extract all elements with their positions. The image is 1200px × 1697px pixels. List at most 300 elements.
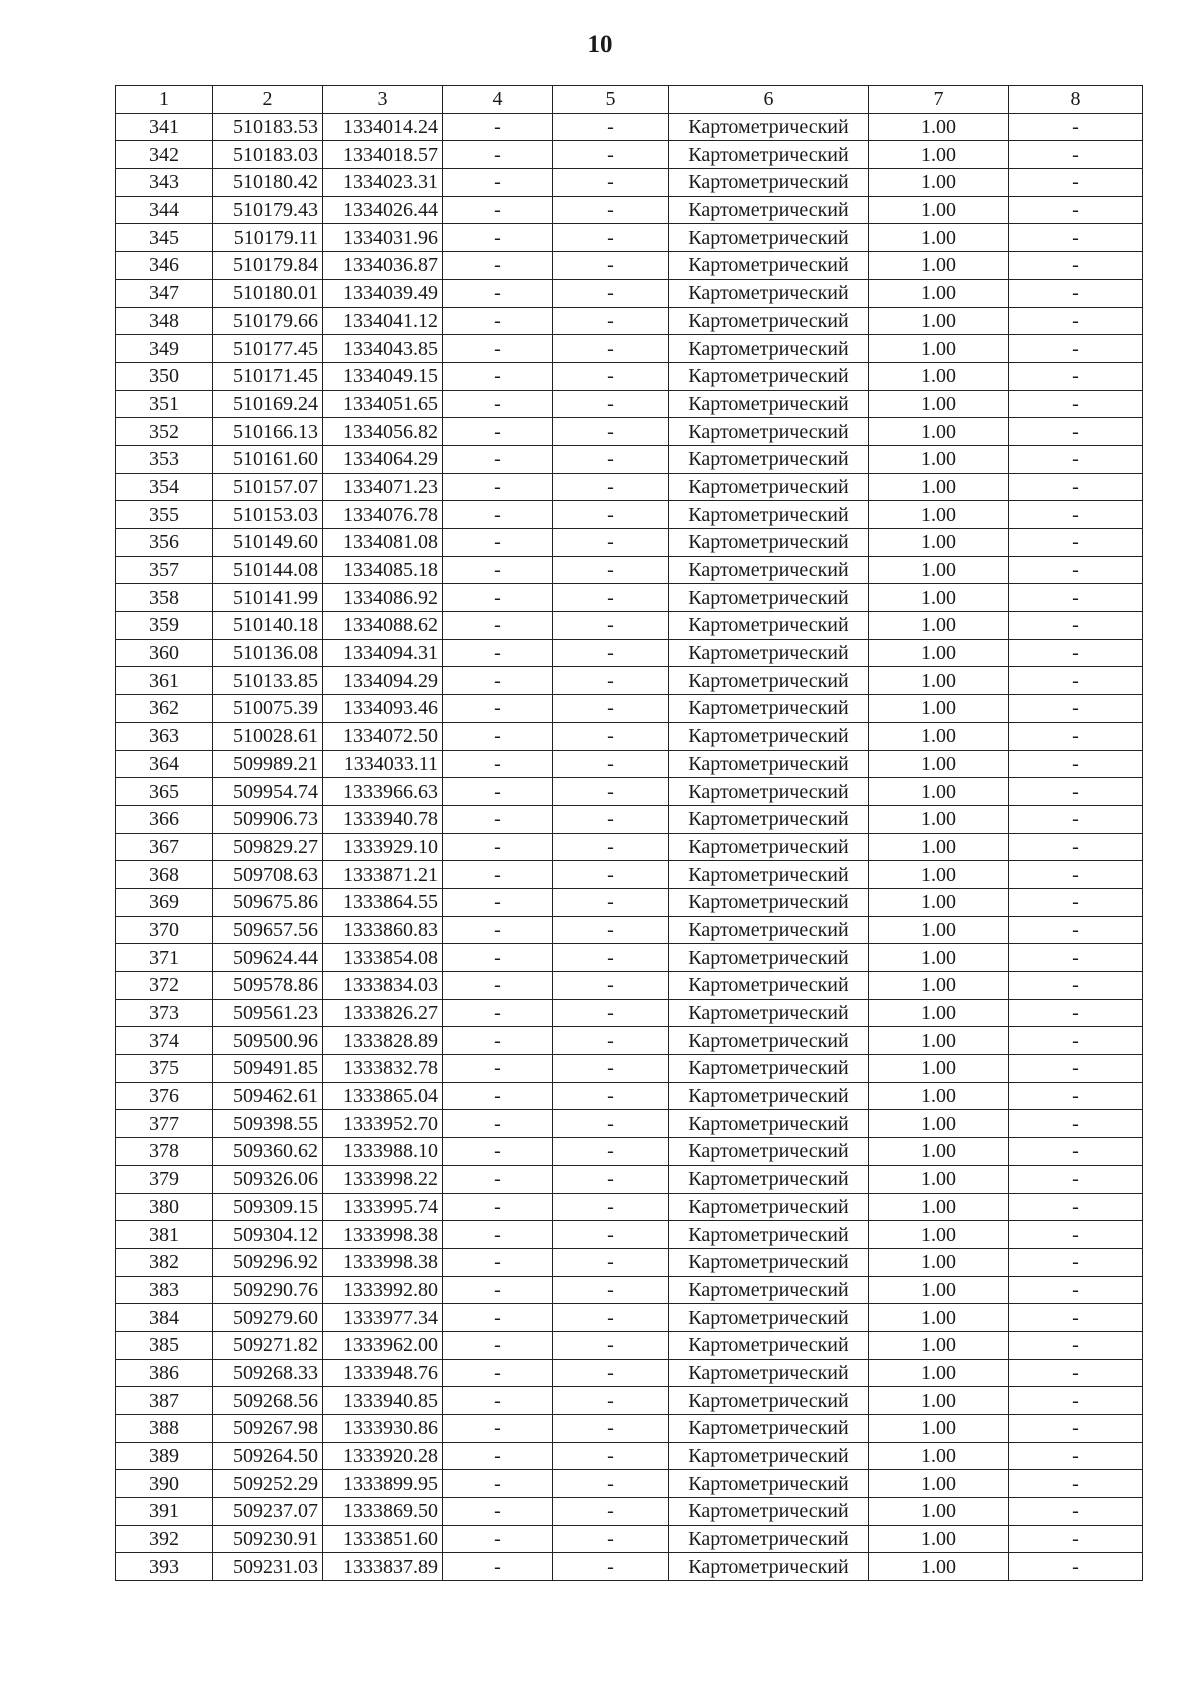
table-header (116, 86, 1143, 114)
column-8-cell: - (1009, 1055, 1143, 1083)
column-8-cell: - (1009, 1082, 1143, 1110)
method-cell: Картометрический (669, 473, 869, 501)
column-5-cell: - (553, 501, 669, 529)
column-4-cell: - (443, 529, 553, 557)
point-number-cell: 343 (116, 169, 213, 197)
y-coordinate-cell: 1333828.89 (323, 1027, 443, 1055)
column-5-cell: - (553, 695, 669, 723)
column-8-cell: - (1009, 1415, 1143, 1443)
column-4-cell: - (443, 1248, 553, 1276)
table-row (116, 667, 1143, 695)
column-5-cell: - (553, 667, 669, 695)
column-5-cell: - (553, 1193, 669, 1221)
column-8-cell: - (1009, 916, 1143, 944)
y-coordinate-cell: 1334023.31 (323, 169, 443, 197)
x-coordinate-cell: 509360.62 (213, 1138, 323, 1166)
column-4-cell: - (443, 1415, 553, 1443)
point-number-cell: 358 (116, 584, 213, 612)
table-row (116, 972, 1143, 1000)
column-8-cell: - (1009, 612, 1143, 640)
x-coordinate-cell: 510141.99 (213, 584, 323, 612)
x-coordinate-cell: 509231.03 (213, 1553, 323, 1581)
method-cell: Картометрический (669, 1138, 869, 1166)
point-number-cell: 375 (116, 1055, 213, 1083)
y-coordinate-cell: 1334049.15 (323, 362, 443, 390)
column-8-cell: - (1009, 252, 1143, 280)
column-5-cell: - (553, 1165, 669, 1193)
column-8-cell: - (1009, 1027, 1143, 1055)
point-number-cell: 344 (116, 196, 213, 224)
table-row (116, 1331, 1143, 1359)
y-coordinate-cell: 1333930.86 (323, 1415, 443, 1443)
column-5-cell: - (553, 1221, 669, 1249)
method-cell: Картометрический (669, 418, 869, 446)
column-4-cell: - (443, 1221, 553, 1249)
x-coordinate-cell: 510149.60 (213, 529, 323, 557)
method-cell: Картометрический (669, 944, 869, 972)
column-4-cell: - (443, 335, 553, 363)
table-row (116, 750, 1143, 778)
column-5-cell: - (553, 529, 669, 557)
y-coordinate-cell: 1333992.80 (323, 1276, 443, 1304)
accuracy-cell: 1.00 (869, 1553, 1009, 1581)
column-4-cell: - (443, 501, 553, 529)
accuracy-cell: 1.00 (869, 1082, 1009, 1110)
accuracy-cell: 1.00 (869, 473, 1009, 501)
point-number-cell: 377 (116, 1110, 213, 1138)
method-cell: Картометрический (669, 1193, 869, 1221)
method-cell: Картометрический (669, 390, 869, 418)
method-cell: Картометрический (669, 1165, 869, 1193)
table-row (116, 1442, 1143, 1470)
method-cell: Картометрический (669, 445, 869, 473)
accuracy-cell: 1.00 (869, 169, 1009, 197)
accuracy-cell: 1.00 (869, 833, 1009, 861)
accuracy-cell: 1.00 (869, 1248, 1009, 1276)
y-coordinate-cell: 1334094.31 (323, 639, 443, 667)
point-number-cell: 372 (116, 972, 213, 1000)
x-coordinate-cell: 509578.86 (213, 972, 323, 1000)
method-cell: Картометрический (669, 1304, 869, 1332)
column-5-cell: - (553, 1248, 669, 1276)
x-coordinate-cell: 509290.76 (213, 1276, 323, 1304)
column-8-cell: - (1009, 1359, 1143, 1387)
method-cell: Картометрический (669, 279, 869, 307)
accuracy-cell: 1.00 (869, 778, 1009, 806)
column-header: 2 (213, 86, 323, 114)
page-number: 10 (587, 31, 613, 58)
point-number-cell: 345 (116, 224, 213, 252)
column-8-cell: - (1009, 750, 1143, 778)
accuracy-cell: 1.00 (869, 418, 1009, 446)
column-5-cell: - (553, 778, 669, 806)
y-coordinate-cell: 1333871.21 (323, 861, 443, 889)
column-header: 8 (1009, 86, 1143, 114)
column-4-cell: - (443, 972, 553, 1000)
column-4-cell: - (443, 224, 553, 252)
point-number-cell: 365 (116, 778, 213, 806)
method-cell: Картометрический (669, 805, 869, 833)
x-coordinate-cell: 509264.50 (213, 1442, 323, 1470)
x-coordinate-cell: 510183.03 (213, 141, 323, 169)
column-8-cell: - (1009, 556, 1143, 584)
column-5-cell: - (553, 972, 669, 1000)
x-coordinate-cell: 509252.29 (213, 1470, 323, 1498)
column-5-cell: - (553, 1304, 669, 1332)
column-4-cell: - (443, 279, 553, 307)
point-number-cell: 370 (116, 916, 213, 944)
point-number-cell: 382 (116, 1248, 213, 1276)
accuracy-cell: 1.00 (869, 196, 1009, 224)
x-coordinate-cell: 509906.73 (213, 805, 323, 833)
y-coordinate-cell: 1333995.74 (323, 1193, 443, 1221)
y-coordinate-cell: 1333860.83 (323, 916, 443, 944)
y-coordinate-cell: 1334081.08 (323, 529, 443, 557)
point-number-cell: 356 (116, 529, 213, 557)
column-8-cell: - (1009, 307, 1143, 335)
method-cell: Картометрический (669, 1442, 869, 1470)
accuracy-cell: 1.00 (869, 1165, 1009, 1193)
accuracy-cell: 1.00 (869, 1304, 1009, 1332)
coordinates-table (115, 85, 1143, 1581)
column-4-cell: - (443, 1276, 553, 1304)
table-row (116, 196, 1143, 224)
column-5-cell: - (553, 1027, 669, 1055)
method-cell: Картометрический (669, 833, 869, 861)
point-number-cell: 384 (116, 1304, 213, 1332)
method-cell: Картометрический (669, 1359, 869, 1387)
column-4-cell: - (443, 750, 553, 778)
accuracy-cell: 1.00 (869, 805, 1009, 833)
column-4-cell: - (443, 1525, 553, 1553)
table-row (116, 1165, 1143, 1193)
table-row (116, 805, 1143, 833)
column-5-cell: - (553, 1553, 669, 1581)
accuracy-cell: 1.00 (869, 1498, 1009, 1526)
x-coordinate-cell: 509657.56 (213, 916, 323, 944)
column-4-cell: - (443, 861, 553, 889)
x-coordinate-cell: 509462.61 (213, 1082, 323, 1110)
table-body (116, 113, 1143, 1580)
table-row (116, 1553, 1143, 1581)
accuracy-cell: 1.00 (869, 1276, 1009, 1304)
method-cell: Картометрический (669, 750, 869, 778)
method-cell: Картометрический (669, 778, 869, 806)
column-8-cell: - (1009, 501, 1143, 529)
table-row (116, 944, 1143, 972)
y-coordinate-cell: 1333940.85 (323, 1387, 443, 1415)
x-coordinate-cell: 510177.45 (213, 335, 323, 363)
method-cell: Картометрический (669, 1221, 869, 1249)
x-coordinate-cell: 509491.85 (213, 1055, 323, 1083)
point-number-cell: 362 (116, 695, 213, 723)
y-coordinate-cell: 1334064.29 (323, 445, 443, 473)
method-cell: Картометрический (669, 1331, 869, 1359)
column-8-cell: - (1009, 1110, 1143, 1138)
x-coordinate-cell: 509829.27 (213, 833, 323, 861)
method-cell: Картометрический (669, 1055, 869, 1083)
column-8-cell: - (1009, 362, 1143, 390)
y-coordinate-cell: 1333899.95 (323, 1470, 443, 1498)
accuracy-cell: 1.00 (869, 972, 1009, 1000)
x-coordinate-cell: 510180.01 (213, 279, 323, 307)
column-8-cell: - (1009, 667, 1143, 695)
table-row (116, 1055, 1143, 1083)
point-number-cell: 354 (116, 473, 213, 501)
column-8-cell: - (1009, 224, 1143, 252)
column-4-cell: - (443, 833, 553, 861)
column-4-cell: - (443, 1193, 553, 1221)
point-number-cell: 342 (116, 141, 213, 169)
method-cell: Картометрический (669, 169, 869, 197)
table-row (116, 695, 1143, 723)
column-8-cell: - (1009, 1442, 1143, 1470)
column-4-cell: - (443, 1387, 553, 1415)
table-row (116, 529, 1143, 557)
table-row (116, 473, 1143, 501)
accuracy-cell: 1.00 (869, 667, 1009, 695)
accuracy-cell: 1.00 (869, 556, 1009, 584)
column-5-cell: - (553, 224, 669, 252)
column-8-cell: - (1009, 1304, 1143, 1332)
point-number-cell: 353 (116, 445, 213, 473)
method-cell: Картометрический (669, 307, 869, 335)
y-coordinate-cell: 1333977.34 (323, 1304, 443, 1332)
y-coordinate-cell: 1333837.89 (323, 1553, 443, 1581)
point-number-cell: 387 (116, 1387, 213, 1415)
column-5-cell: - (553, 999, 669, 1027)
method-cell: Картометрический (669, 1082, 869, 1110)
column-5-cell: - (553, 473, 669, 501)
accuracy-cell: 1.00 (869, 362, 1009, 390)
column-4-cell: - (443, 1553, 553, 1581)
method-cell: Картометрический (669, 639, 869, 667)
x-coordinate-cell: 510179.11 (213, 224, 323, 252)
column-header: 1 (116, 86, 213, 114)
point-number-cell: 355 (116, 501, 213, 529)
column-8-cell: - (1009, 1331, 1143, 1359)
x-coordinate-cell: 510161.60 (213, 445, 323, 473)
point-number-cell: 392 (116, 1525, 213, 1553)
column-5-cell: - (553, 1331, 669, 1359)
column-header: 6 (669, 86, 869, 114)
column-5-cell: - (553, 279, 669, 307)
column-5-cell: - (553, 1387, 669, 1415)
point-number-cell: 369 (116, 888, 213, 916)
column-5-cell: - (553, 639, 669, 667)
table-row (116, 1387, 1143, 1415)
method-cell: Картометрический (669, 722, 869, 750)
point-number-cell: 350 (116, 362, 213, 390)
method-cell: Картометрический (669, 1027, 869, 1055)
table-row (116, 1525, 1143, 1553)
accuracy-cell: 1.00 (869, 252, 1009, 280)
x-coordinate-cell: 510179.43 (213, 196, 323, 224)
column-4-cell: - (443, 695, 553, 723)
column-header: 7 (869, 86, 1009, 114)
x-coordinate-cell: 509326.06 (213, 1165, 323, 1193)
x-coordinate-cell: 509267.98 (213, 1415, 323, 1443)
table-row (116, 418, 1143, 446)
table-row (116, 113, 1143, 141)
accuracy-cell: 1.00 (869, 999, 1009, 1027)
table-row (116, 1138, 1143, 1166)
method-cell: Картометрический (669, 584, 869, 612)
column-8-cell: - (1009, 1276, 1143, 1304)
point-number-cell: 389 (116, 1442, 213, 1470)
y-coordinate-cell: 1333998.38 (323, 1221, 443, 1249)
x-coordinate-cell: 510136.08 (213, 639, 323, 667)
column-4-cell: - (443, 390, 553, 418)
column-8-cell: - (1009, 639, 1143, 667)
accuracy-cell: 1.00 (869, 335, 1009, 363)
table-row (116, 279, 1143, 307)
y-coordinate-cell: 1334041.12 (323, 307, 443, 335)
table-row (116, 169, 1143, 197)
column-8-cell: - (1009, 390, 1143, 418)
y-coordinate-cell: 1333854.08 (323, 944, 443, 972)
y-coordinate-cell: 1333869.50 (323, 1498, 443, 1526)
table-row (116, 224, 1143, 252)
y-coordinate-cell: 1334051.65 (323, 390, 443, 418)
y-coordinate-cell: 1334076.78 (323, 501, 443, 529)
column-5-cell: - (553, 418, 669, 446)
column-header: 5 (553, 86, 669, 114)
y-coordinate-cell: 1334072.50 (323, 722, 443, 750)
table-row (116, 861, 1143, 889)
y-coordinate-cell: 1333865.04 (323, 1082, 443, 1110)
table-row (116, 501, 1143, 529)
x-coordinate-cell: 509230.91 (213, 1525, 323, 1553)
point-number-cell: 366 (116, 805, 213, 833)
method-cell: Картометрический (669, 556, 869, 584)
accuracy-cell: 1.00 (869, 1193, 1009, 1221)
method-cell: Картометрический (669, 196, 869, 224)
table-row (116, 362, 1143, 390)
column-4-cell: - (443, 141, 553, 169)
column-5-cell: - (553, 1442, 669, 1470)
column-4-cell: - (443, 473, 553, 501)
x-coordinate-cell: 509268.33 (213, 1359, 323, 1387)
accuracy-cell: 1.00 (869, 1110, 1009, 1138)
column-8-cell: - (1009, 335, 1143, 363)
y-coordinate-cell: 1333920.28 (323, 1442, 443, 1470)
table-row (116, 1304, 1143, 1332)
column-4-cell: - (443, 667, 553, 695)
method-cell: Картометрический (669, 888, 869, 916)
point-number-cell: 381 (116, 1221, 213, 1249)
column-8-cell: - (1009, 279, 1143, 307)
column-4-cell: - (443, 1498, 553, 1526)
method-cell: Картометрический (669, 113, 869, 141)
table-row (116, 1470, 1143, 1498)
column-8-cell: - (1009, 833, 1143, 861)
column-8-cell: - (1009, 1498, 1143, 1526)
method-cell: Картометрический (669, 1415, 869, 1443)
point-number-cell: 360 (116, 639, 213, 667)
column-4-cell: - (443, 556, 553, 584)
column-5-cell: - (553, 556, 669, 584)
column-5-cell: - (553, 805, 669, 833)
x-coordinate-cell: 509624.44 (213, 944, 323, 972)
column-8-cell: - (1009, 113, 1143, 141)
column-header: 3 (323, 86, 443, 114)
y-coordinate-cell: 1334094.29 (323, 667, 443, 695)
column-8-cell: - (1009, 418, 1143, 446)
accuracy-cell: 1.00 (869, 1221, 1009, 1249)
accuracy-cell: 1.00 (869, 722, 1009, 750)
method-cell: Картометрический (669, 667, 869, 695)
table-row (116, 556, 1143, 584)
y-coordinate-cell: 1334088.62 (323, 612, 443, 640)
point-number-cell: 341 (116, 113, 213, 141)
accuracy-cell: 1.00 (869, 1055, 1009, 1083)
column-5-cell: - (553, 888, 669, 916)
method-cell: Картометрический (669, 141, 869, 169)
column-5-cell: - (553, 196, 669, 224)
y-coordinate-cell: 1333929.10 (323, 833, 443, 861)
accuracy-cell: 1.00 (869, 307, 1009, 335)
accuracy-cell: 1.00 (869, 113, 1009, 141)
accuracy-cell: 1.00 (869, 916, 1009, 944)
table-row (116, 584, 1143, 612)
accuracy-cell: 1.00 (869, 390, 1009, 418)
column-4-cell: - (443, 1055, 553, 1083)
point-number-cell: 391 (116, 1498, 213, 1526)
column-5-cell: - (553, 584, 669, 612)
point-number-cell: 393 (116, 1553, 213, 1581)
column-4-cell: - (443, 805, 553, 833)
method-cell: Картометрический (669, 1498, 869, 1526)
table-row (116, 307, 1143, 335)
x-coordinate-cell: 510028.61 (213, 722, 323, 750)
accuracy-cell: 1.00 (869, 279, 1009, 307)
method-cell: Картометрический (669, 224, 869, 252)
column-5-cell: - (553, 1498, 669, 1526)
y-coordinate-cell: 1334043.85 (323, 335, 443, 363)
column-8-cell: - (1009, 1165, 1143, 1193)
table-row (116, 1027, 1143, 1055)
column-8-cell: - (1009, 1525, 1143, 1553)
y-coordinate-cell: 1333998.22 (323, 1165, 443, 1193)
column-4-cell: - (443, 999, 553, 1027)
table-row (116, 639, 1143, 667)
column-4-cell: - (443, 445, 553, 473)
column-4-cell: - (443, 418, 553, 446)
column-5-cell: - (553, 169, 669, 197)
method-cell: Картометрический (669, 972, 869, 1000)
method-cell: Картометрический (669, 1110, 869, 1138)
column-4-cell: - (443, 1165, 553, 1193)
x-coordinate-cell: 509279.60 (213, 1304, 323, 1332)
method-cell: Картометрический (669, 335, 869, 363)
accuracy-cell: 1.00 (869, 861, 1009, 889)
column-4-cell: - (443, 1110, 553, 1138)
method-cell: Картометрический (669, 999, 869, 1027)
table-row (116, 833, 1143, 861)
column-4-cell: - (443, 169, 553, 197)
column-4-cell: - (443, 639, 553, 667)
column-header: 4 (443, 86, 553, 114)
column-8-cell: - (1009, 584, 1143, 612)
method-cell: Картометрический (669, 1387, 869, 1415)
point-number-cell: 380 (116, 1193, 213, 1221)
accuracy-cell: 1.00 (869, 944, 1009, 972)
point-number-cell: 371 (116, 944, 213, 972)
y-coordinate-cell: 1333864.55 (323, 888, 443, 916)
column-8-cell: - (1009, 1193, 1143, 1221)
x-coordinate-cell: 510157.07 (213, 473, 323, 501)
